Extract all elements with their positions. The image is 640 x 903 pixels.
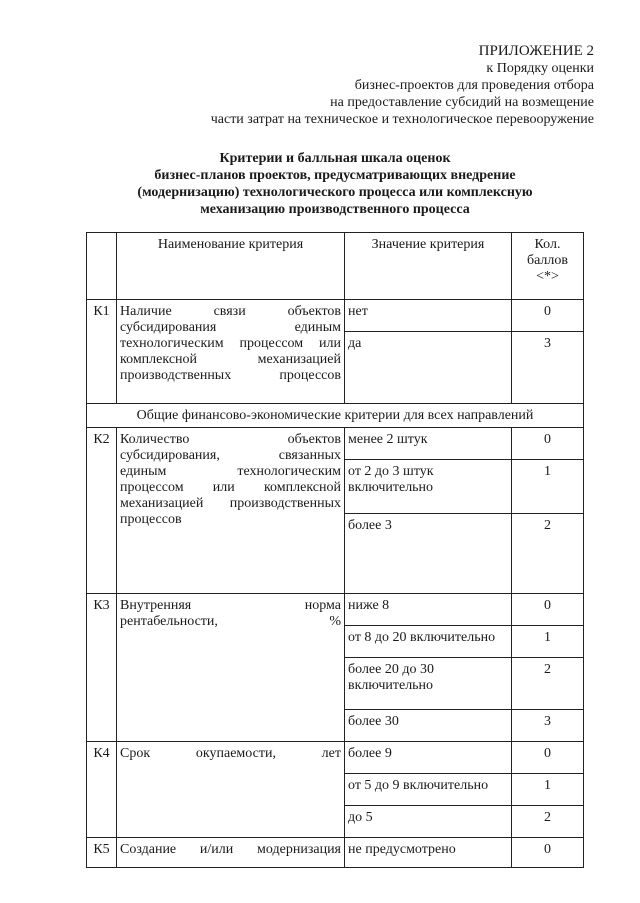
appendix-line: к Порядку оценки [486,61,594,76]
criterion-value: от 2 до 3 штук включительно [345,460,512,514]
criterion-value: нет [345,300,512,332]
criterion-name-line: рентабельности, % [120,614,341,629]
appendix-title: ПРИЛОЖЕНИЕ 2 [478,43,594,59]
criterion-row [87,838,584,868]
table-body [87,300,584,868]
criterion-name-line: механизацией производственных [120,496,341,511]
criterion-code: К2 [87,428,117,594]
criterion-points: 0 [512,742,584,774]
criterion-value: менее 2 штук [345,428,512,460]
criterion-points: 1 [512,626,584,658]
criterion-name [117,742,345,838]
criterion-points: 1 [512,774,584,806]
document-title-line: Критерии и балльная шкала оценок [219,151,451,166]
criterion-value: более 9 [345,742,512,774]
criterion-points: 2 [512,806,584,838]
criterion-code: К5 [87,838,117,868]
criterion-points: 0 [512,594,584,626]
criterion-name-line: производственных процессов [120,368,341,383]
criterion-value: более 30 [345,710,512,742]
criterion-value: более 20 до 30 включительно [345,658,512,710]
criterion-code: К4 [87,742,117,838]
section-row [87,404,584,428]
criterion-name-line: субсидирования, связанных [120,448,341,463]
criterion-name [117,838,345,868]
criterion-points: 0 [512,428,584,460]
criterion-name-line: Наличие связи объектов [120,304,341,319]
criterion-name-line: технологическим процессом или [120,336,341,351]
criterion-code: К1 [87,300,117,404]
document-title-line: бизнес-планов проектов, предусматривающих внедрение [154,168,516,183]
criterion-name [117,428,345,594]
criterion-points: 1 [512,460,584,514]
criterion-value: ниже 8 [345,594,512,626]
section-title: Общие финансово-экономические критерии для всех направлений [87,404,584,428]
criterion-value: до 5 [345,806,512,838]
criteria-table [86,232,584,868]
header-value: Значение критерия [345,233,512,300]
appendix-line: на предоставление субсидий на возмещение [330,95,594,110]
table-header-row [87,233,584,300]
appendix-line: части затрат на техническое и технологическое перевооружение [210,112,594,127]
header-name: Наименование критерия [117,233,345,300]
criterion-name-line: Количество объектов [120,432,341,447]
criterion-name [117,594,345,742]
header-points: Кол. баллов <*> [512,233,584,300]
header-code-cell [87,233,117,300]
criterion-value: не предусмотрено [345,838,512,868]
criterion-points: 2 [512,514,584,594]
criterion-points: 3 [512,710,584,742]
criterion-name-line: субсидирования единым [120,320,341,335]
criterion-points: 0 [512,838,584,868]
criterion-value: от 5 до 9 включительно [345,774,512,806]
criterion-row [87,742,584,774]
criterion-name-line: Срок окупаемости, лет [120,746,341,761]
criterion-name-line: процессом или комплексной [120,480,341,495]
criterion-row [87,594,584,626]
criterion-row [87,428,584,460]
criterion-points: 3 [512,332,584,404]
criterion-name-line: Создание и/или модернизация [120,842,341,857]
criterion-code: К3 [87,594,117,742]
appendix-header [211,43,594,128]
criterion-row [87,300,584,332]
criterion-value: от 8 до 20 включительно [345,626,512,658]
criterion-name-line: комплексной механизацией [120,352,341,367]
criterion-points: 0 [512,300,584,332]
document-title-line: (модернизацию) технологического процесса или комплексную [137,185,533,200]
document-title-line: механизацию производственного процесса [200,202,470,217]
criterion-value: да [345,332,512,404]
criterion-name-line: единым технологическим [120,464,341,479]
document-title [70,150,600,218]
appendix-line: бизнес-проектов для проведения отбора [354,78,594,93]
criterion-points: 2 [512,658,584,710]
criterion-name-line: процессов [120,512,182,527]
criterion-name [117,300,345,404]
criterion-name-line: Внутренняя норма [120,598,341,613]
criterion-value: более 3 [345,514,512,594]
